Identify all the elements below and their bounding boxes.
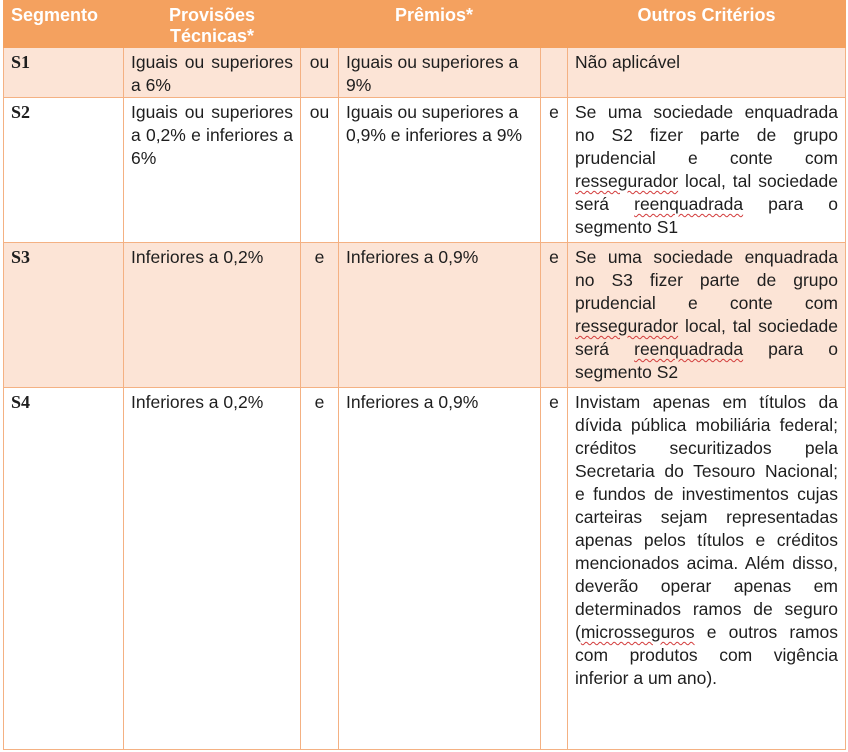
spellcheck-word: reenquadrada xyxy=(634,339,744,359)
outros-text: para o segmento S1 xyxy=(575,194,839,237)
header-provisoes: Provisões Técnicas* xyxy=(124,1,301,48)
table-row xyxy=(4,243,846,388)
outros-text: Invistam apenas em títulos da dívida pública mobiliária federal; créditos securitizados pela Secretaria do Tesouro Nacional; e fundos de investimentos cujas carteiras sejam representadas apenas pelos títulos e créditos mencionados acima. Além disso, deverão operar apenas em determinados ramos de seguro ( xyxy=(575,392,838,642)
segment-table xyxy=(3,0,846,750)
outros-text: Não aplicável xyxy=(575,52,681,72)
table-row xyxy=(4,48,846,98)
outros-text: local, tal sociedade será xyxy=(575,171,838,214)
premios-cell: Inferiores a 0,9% xyxy=(339,243,541,388)
header-segmento: Segmento xyxy=(4,1,124,48)
connector-cell: e xyxy=(541,243,568,388)
outros-cell xyxy=(568,48,846,98)
table-row xyxy=(4,388,846,750)
connector-cell: e xyxy=(301,243,339,388)
outros-text: local, tal sociedade será xyxy=(575,316,838,359)
segment-cell: S2 xyxy=(4,98,124,243)
spellcheck-word: ressegurador xyxy=(575,171,679,191)
segment-cell: S1 xyxy=(4,48,124,98)
segment-cell: S3 xyxy=(4,243,124,388)
table-header-row xyxy=(4,1,846,48)
spellcheck-word: microsseguros xyxy=(580,622,695,642)
provisoes-cell: Iguais ou superiores a 0,2% e inferiores a 6% xyxy=(124,98,301,243)
header-outros: Outros Critérios xyxy=(568,1,846,48)
table-row xyxy=(4,98,846,243)
outros-cell xyxy=(568,388,846,750)
premios-cell: Iguais ou superiores a 0,9% e inferiores a 9% xyxy=(339,98,541,243)
outros-text: para o segmento S2 xyxy=(575,339,839,382)
connector-cell xyxy=(541,48,568,98)
header-premios: Prêmios* xyxy=(301,1,568,48)
provisoes-cell: Iguais ou superiores a 6% xyxy=(124,48,301,98)
spellcheck-word: reenquadrada xyxy=(634,194,744,214)
outros-cell xyxy=(568,98,846,243)
connector-cell: ou xyxy=(301,98,339,243)
outros-text: e outros ramos com produtos com vigência inferior a um ano). xyxy=(575,622,838,688)
spellcheck-word: ressegurador xyxy=(575,316,679,336)
provisoes-cell: Inferiores a 0,2% xyxy=(124,388,301,750)
connector-cell: ou xyxy=(301,48,339,98)
premios-cell: Inferiores a 0,9% xyxy=(339,388,541,750)
connector-cell: e xyxy=(301,388,339,750)
connector-cell: e xyxy=(541,388,568,750)
outros-text: Se uma sociedade enquadrada no S2 fizer parte de grupo prudencial e conte com xyxy=(575,102,838,168)
outros-text: Se uma sociedade enquadrada no S3 fizer parte de grupo prudencial e conte com xyxy=(575,247,838,313)
connector-cell: e xyxy=(541,98,568,243)
segment-cell: S4 xyxy=(4,388,124,750)
outros-cell xyxy=(568,243,846,388)
premios-cell: Iguais ou superiores a 9% xyxy=(339,48,541,98)
provisoes-cell: Inferiores a 0,2% xyxy=(124,243,301,388)
